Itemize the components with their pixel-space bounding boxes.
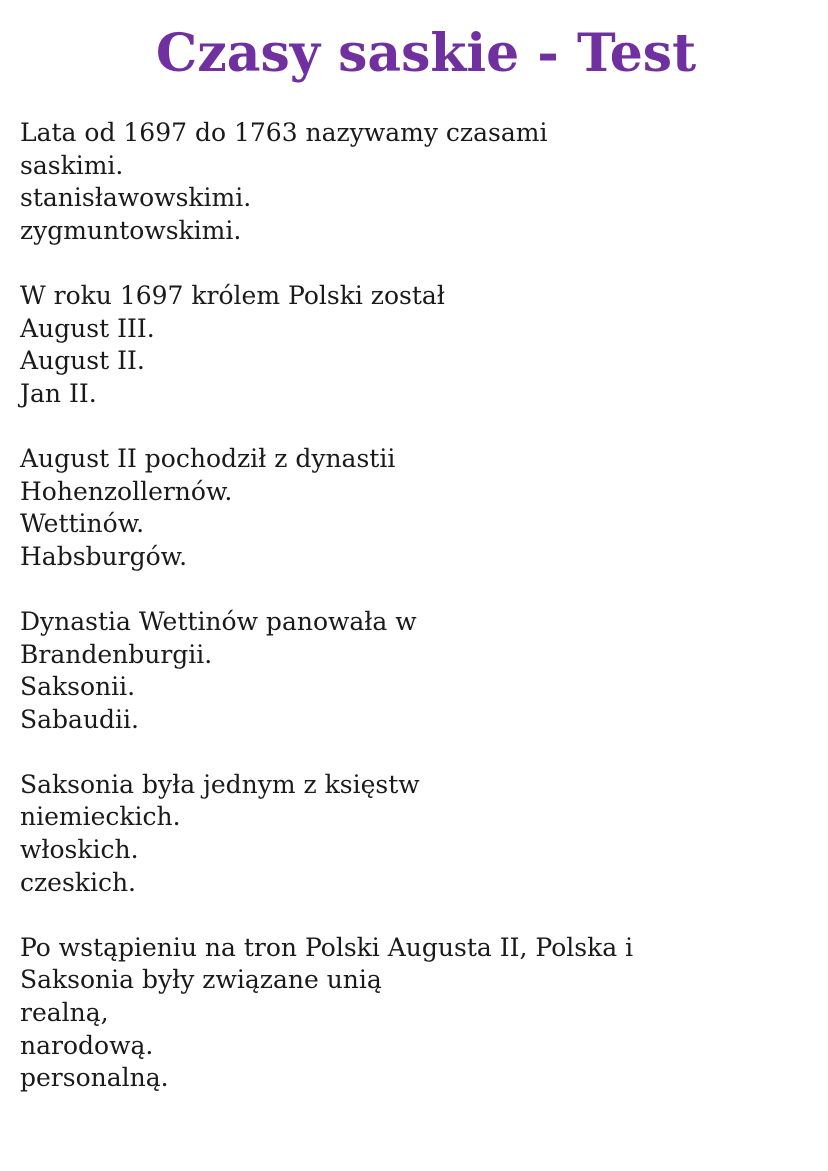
answer-option: personalną.	[20, 1063, 169, 1093]
question-2	[20, 280, 810, 410]
question-5	[20, 769, 810, 899]
answer-option: Hohenzollernów.	[20, 476, 233, 506]
answer-option: włoskich.	[20, 835, 139, 865]
test-content	[20, 117, 810, 1127]
question-1	[20, 117, 810, 247]
question-text-continued: Saksonia były związane unią	[20, 965, 382, 995]
question-6	[20, 932, 810, 1095]
question-text: August II pochodził z dynastii	[20, 443, 396, 473]
answer-option: August II.	[20, 346, 145, 376]
answer-option: czeskich.	[20, 867, 136, 897]
answer-option: Saksonii.	[20, 672, 136, 702]
question-text: Dynastia Wettinów panowała w	[20, 606, 417, 636]
answer-option: Habsburgów.	[20, 541, 188, 571]
answer-option: saskimi.	[20, 150, 124, 180]
answer-option: Sabaudii.	[20, 704, 139, 734]
answer-option: Brandenburgii.	[20, 639, 213, 669]
question-text: Po wstąpieniu na tron Polski Augusta II, Polska i	[20, 932, 634, 962]
question-text: Lata od 1697 do 1763 nazywamy czasami	[20, 118, 548, 147]
question-4	[20, 606, 810, 736]
answer-option: Jan II.	[20, 378, 97, 408]
question-3	[20, 443, 810, 573]
page-title: Czasy saskie - Test	[155, 23, 697, 84]
answer-option: August III.	[20, 313, 155, 343]
answer-option: narodową.	[20, 1030, 154, 1060]
answer-option: Wettinów.	[20, 509, 145, 539]
question-text: Saksonia była jednym z księstw	[20, 769, 420, 799]
answer-option: zygmuntowskimi.	[20, 215, 242, 245]
question-text: W roku 1697 królem Polski został	[20, 280, 445, 310]
answer-option: realną,	[20, 998, 109, 1028]
answer-option: stanisławowskimi.	[20, 183, 252, 213]
answer-option: niemieckich.	[20, 802, 181, 832]
